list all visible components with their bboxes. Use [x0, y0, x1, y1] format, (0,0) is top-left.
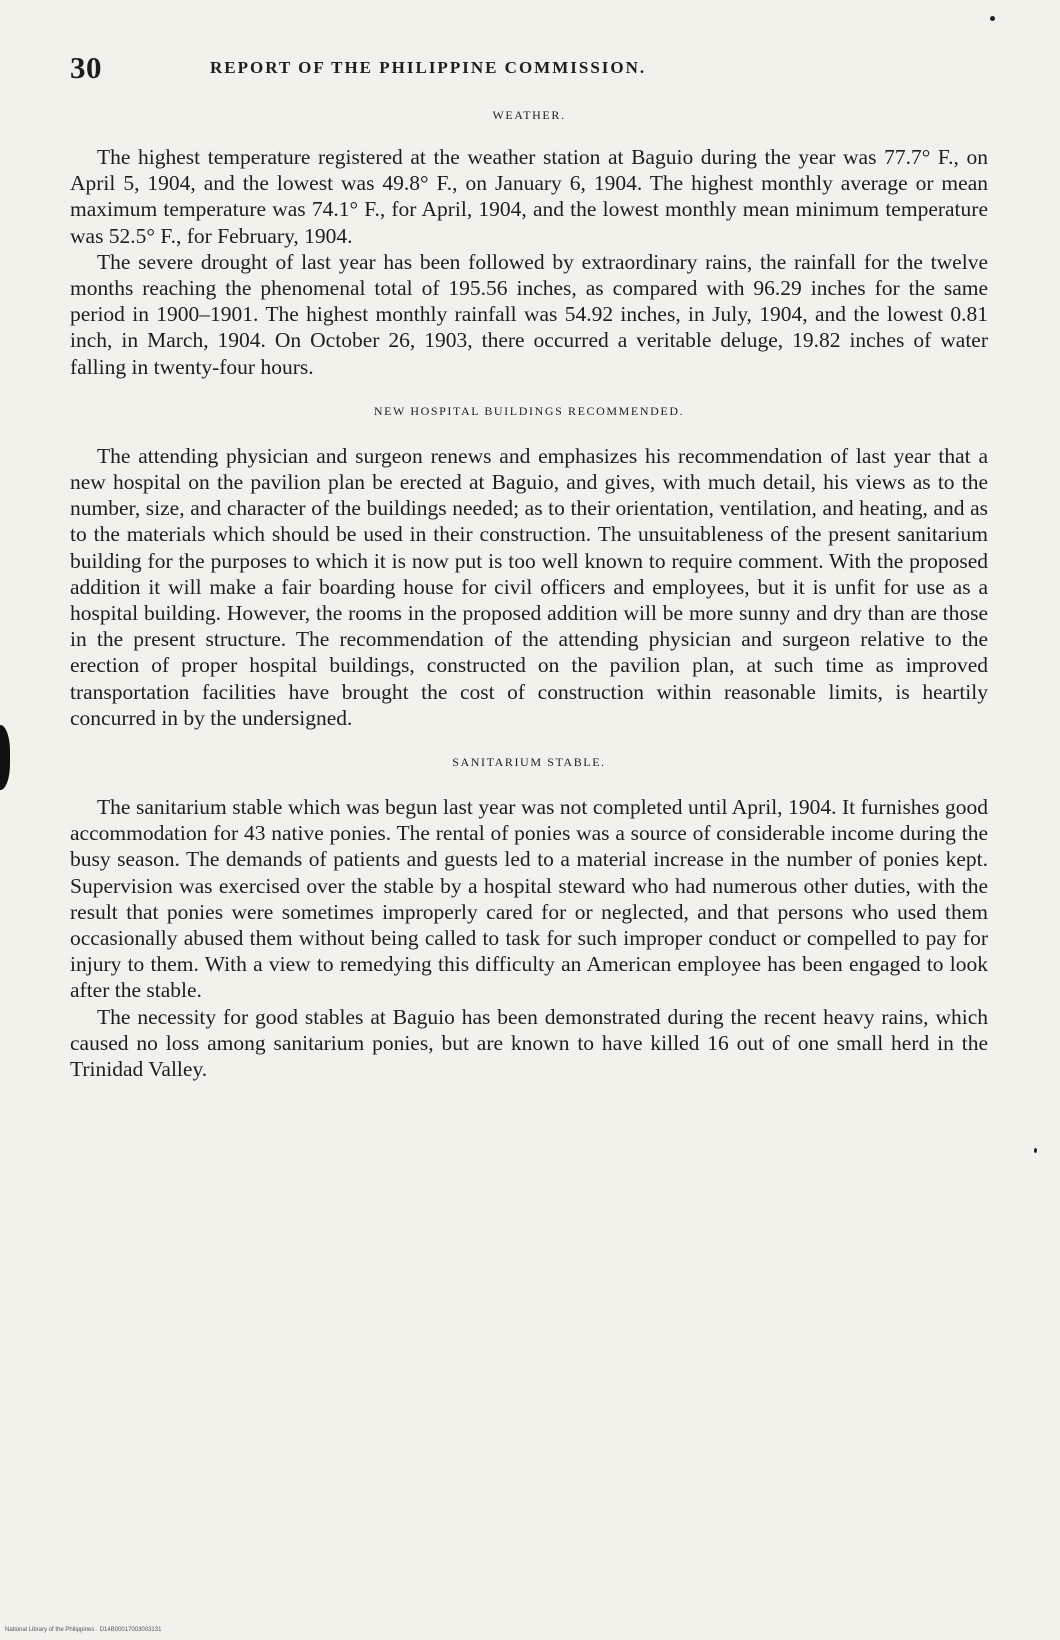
section-heading: NEW HOSPITAL BUILDINGS RECOMMENDED.	[373, 403, 685, 418]
section-new-hospital-buildings	[70, 404, 988, 731]
paragraph: The necessity for good stables at Baguio has been demonstrated during the recent heavy rains, which caused no loss among sanitarium ponies, but are known to have killed 16 out of one small herd in the Trinidad Valley.	[70, 1004, 988, 1082]
section-heading: WEATHER.	[492, 108, 566, 122]
section-weather	[70, 108, 988, 380]
ink-speck	[1034, 1148, 1037, 1153]
scan-credit: National Library of the Philippines · D14B00017003003131	[5, 1627, 162, 1633]
body-text	[70, 108, 988, 1082]
running-title: REPORT OF THE PHILIPPINE COMMISSION.	[210, 58, 647, 77]
section-heading: SANITARIUM STABLE.	[452, 755, 606, 770]
paragraph: The severe drought of last year has been followed by extraordinary rains, the rainfall for the twelve months reaching the phenomenal total of 195.56 inches, as compared with 96.29 inches for the same period in 1900–1901. The highest monthly rainfall was 54.92 inches, in July, 1904, and the lowest 0.81 inch, in March, 1904. On October 26, 1903, there occurred a veritable deluge, 19.82 inches of water falling in twenty-four hours.	[70, 249, 988, 379]
binding-shadow	[0, 725, 10, 790]
paragraph: The sanitarium stable which was begun last year was not completed until April, 1904. It furnishes good accommodation for 43 native ponies. The rental of ponies was a source of considerable income during the busy season. The demands of patients and guests led to a material increase in the number of ponies kept. Supervision was exercised over the stable by a hospital steward who had numerous other duties, with the result that ponies were sometimes improperly cared for or neglected, and that persons who used them occasionally abused them without being called to task for such improper conduct or compelled to pay for injury to them. With a view to remedying this difficulty an American employee has been engaged to look after the stable.	[70, 795, 988, 1003]
ink-speck	[990, 16, 995, 21]
running-head	[70, 50, 990, 90]
page-number: 30	[70, 50, 102, 85]
paragraph: The highest temperature registered at the weather station at Baguio during the year was 77.7° F., on April 5, 1904, and the lowest was 49.8° F., on January 6, 1904. The highest monthly average or mean maximum temperature was 74.1° F., for April, 1904, and the lowest monthly mean minimum temperature was 52.5° F., for February, 1904.	[70, 145, 988, 248]
section-sanitarium-stable	[70, 755, 988, 1082]
paragraph: The attending physician and surgeon renews and emphasizes his recommendation of last year that a new hospital on the pavilion plan be erected at Baguio, and gives, with much detail, his views as to the number, size, and character of the buildings needed; as to their orientation, ventilation, and heating, and as to the materials which should be used in their construction. The unsuitableness of the present sanitarium building for the purposes to which it is now put is too well known to require comment. With the proposed addition it will make a fair boarding house for civil officers and employees, but it is unfit for use as a hospital building. However, the rooms in the proposed addition will be more sunny and dry than are those in the present structure. The recommendation of the attending physician and surgeon relative to the erection of proper hospital buildings, constructed on the pavilion plan, at such time as improved transportation facilities have brought the cost of construction within reasonable limits, is heartily concurred in by the undersigned.	[70, 443, 988, 730]
